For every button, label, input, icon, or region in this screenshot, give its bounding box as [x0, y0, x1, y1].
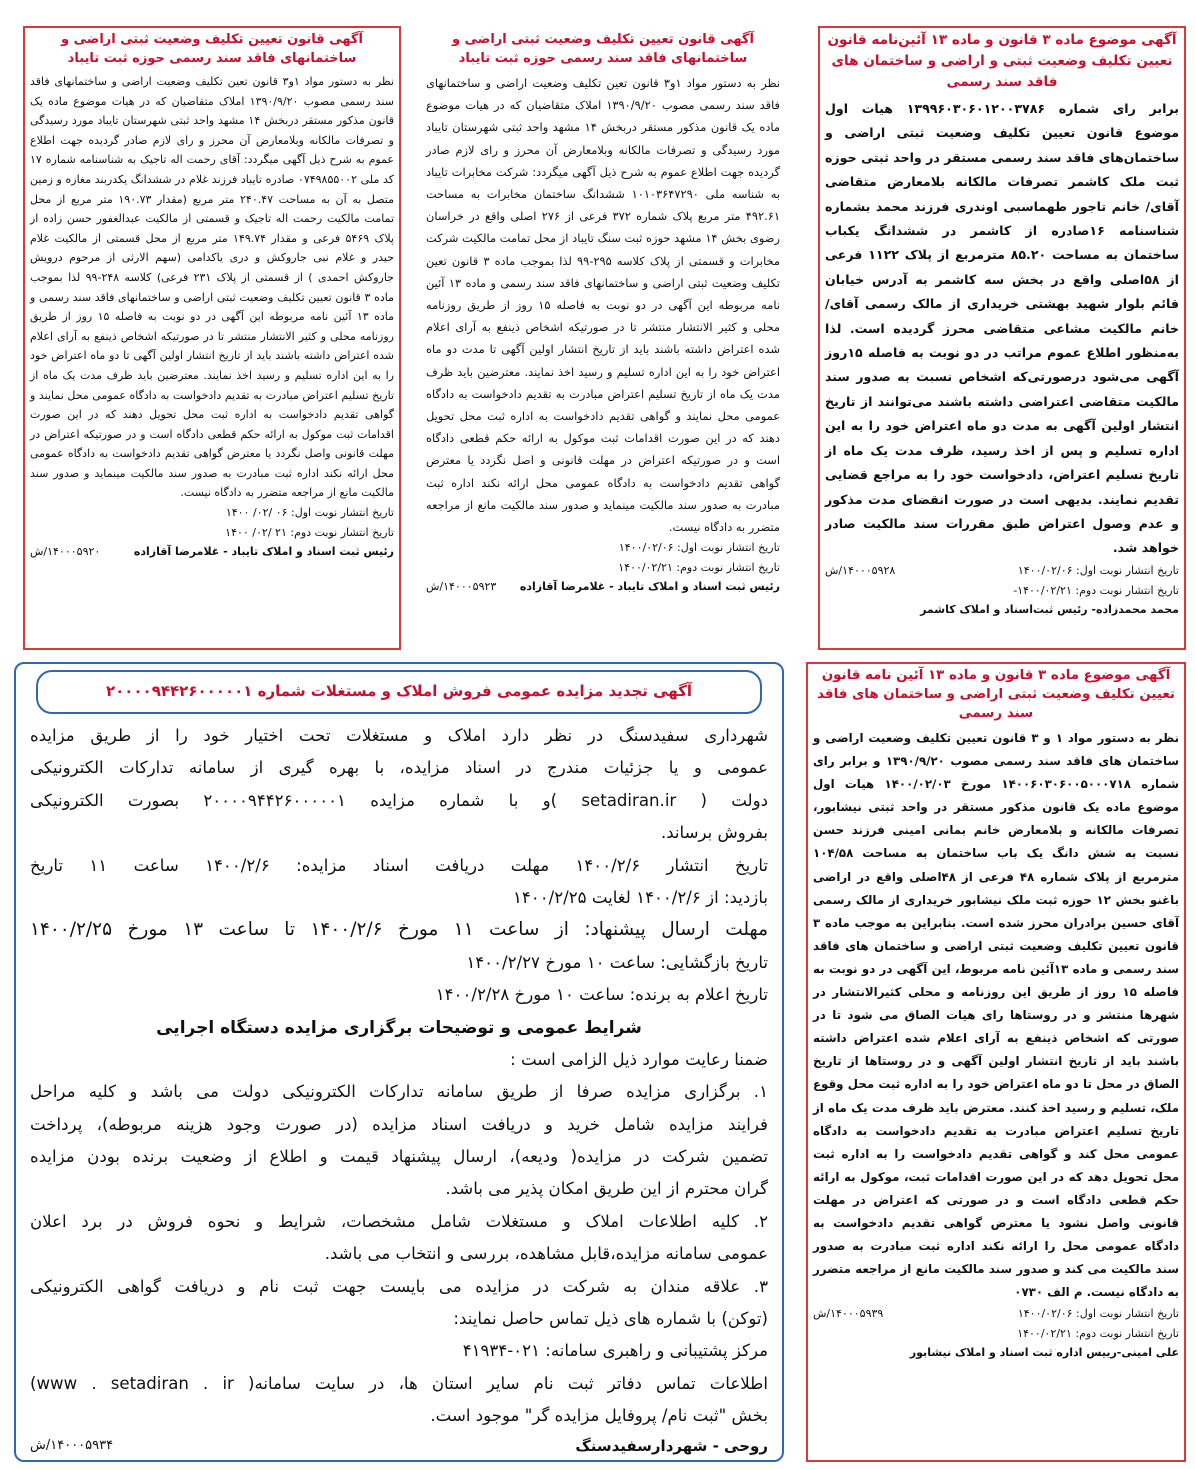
- auction-line: عمومی و یا جزئیات مندرج در اسناد مزایده، با بهره گیری از سامانه تدارکات الکترونیکی: [30, 758, 768, 778]
- notice-taybad-tajik-pub2: تاریخ انتشار نوبت دوم: ۲۱ /۰۲/ ۱۴۰۰: [225, 526, 394, 540]
- notice-neyshabur-pub1-row: [808, 1304, 1184, 1324]
- notice-taybad-tajik-sig-row: [25, 543, 399, 561]
- notice-taybad-tajik-signature: رئیس ثبت اسناد و املاک تایباد - غلامرضا آقازاده: [133, 545, 394, 559]
- auction-notice: [14, 662, 784, 1462]
- notice-neyshabur: [806, 662, 1186, 1462]
- auction-body: [16, 720, 782, 1433]
- notice-taybad-telecom-body: نظر به دستور مواد ۱و۳ قانون تعین تکلیف وضعیت اراضی و ساختمانهای فاقد سند رسمی مصوب ۱۳۹۰/۹/۲۰ املاک متقاضیان که در هیات موضوع ماده یک قانون مذکور مستقر دربخش ۱۴ مشهد واحد ثبتی شهرستان تایباد مورد رسیدگی و تصرفات مالکانه وبلامعارض آن محرز و رای لازم صادر گردیده جهت اطلاع عموم به شرح ذیل آگهی میگردد: شرکت مخابرات تایباد به شناسه ملی ۱۰۱۰۳۶۴۷۲۹۰ ششدانگ ساختمان مخابرات به مساحت ۴۹۲.۶۱ متر مربع پلاک شماره ۳۷۲ فرعی از ۲۷۶ اصلی واقع در خراسان رضوی بخش ۱۴ مشهد حوزه ثبت سنگ تایباد از محل تمامت مالکیت شرکت مخابرات و قسمتی از پلاک کلاسه ۲۹۵-۹۹ لذا بموجب ماده ۳ قانون تعین تکلیف وضعیت ثبتی اراضی و ساختمانهای فاقد سند رسمی و ماده ۱۳ آئین نامه مربوطه این آگهی در دو نوبت به فاصله ۱۵ روز از طریق روزنامه محلی و کثیر الانتشار منتشر تا در صورتیکه اشخاص ذینفع به آرای اعلام شده اعتراض داشته باشند باید از تاریخ انتشار اولین آگهی تا مدت دو ماه اعتراض خود را به این اداره تسلیم و رسید اخذ نمایند. معترضین باید ظرف مدت یک ماه از تاریخ تسلیم اعتراض مبادرت به تقدیم دادخواست به دادگاه عمومی محل نمایند و گواهی تقدیم دادخواست به اداره ثبت محل تحویل دهند که در این صورت اقدامات ثبت موکول به ارائه حکم قطعی دادگاه است و در صورتیکه اعتراض در مهلت قانونی و اصل نگردد یا معترض گواهی تقدیم دادخواست به دادگاه عمومی محل ارائه نکند اداره ثبت مبادرت به صدور سند مالکیت مینماید و صدور سند مالکیت مانع از مراجعه متضرر به دادگاه نیست.: [426, 76, 781, 535]
- auction-line: بازدید: از ۱۴۰۰/۲/۶ لغایت ۱۴۰۰/۲/۲۵: [512, 887, 768, 907]
- notice-neyshabur-signature: علی امینی-رییس اداره ثبت اسناد و املاک نیشابور: [909, 1346, 1179, 1360]
- notice-taybad-tajik-pub1: تاریخ انتشار نوبت اول: ۰۶ /۰۲/ ۱۴۰۰: [225, 506, 394, 520]
- auction-title: آگهی تجدید مزایده عمومی فروش املاک و مستغلات شماره ۲۰۰۰۰۹۴۴۲۶۰۰۰۰۰۱: [36, 670, 762, 714]
- auction-line: تاریخ بازگشایی: ساعت ۱۰ مورخ ۱۴۰۰/۲/۲۷: [466, 952, 768, 972]
- notice-taybad-tajik-code: ۱۴۰۰۰۵۹۲۰/ش: [30, 545, 101, 559]
- notice-neyshabur-pub2: تاریخ انتشار نوبت دوم: ۱۴۰۰/۰۲/۲۱: [1017, 1327, 1179, 1341]
- auction-line: تاریخ اعلام به برنده: ساعت ۱۰ مورخ ۱۴۰۰/۲/۲۸: [435, 985, 768, 1005]
- notice-kashmar-body: برابر رای شماره ۱۳۹۹۶۰۳۰۶۰۱۲۰۰۳۷۸۶ هیات اول موضوع قانون تعیین تکلیف وضعیت ثبتی اراضی و ساختمان‌های فاقد سند رسمی مستقر در واحد ثبتی حوزه ثبت ملک کاشمر تصرفات مالکانه بلامعارض متقاضی آقای/ خانم تاجور طهماسبی اوندری فرزند محمد بشماره شناسنامه ۱۶صادره از کاشمر در ششدانگ یکباب ساختمان به مساحت ۸۵.۲۰ مترمربع از پلاک ۱۱۲۲ فرعی از ۵۸اصلی واقع در بخش سه کاشمر به آدرس خیابان قائم بلوار شهید بهشتی خریداری از مالک رسمی آقای/خانم مالکیت مشاعی متقاضی محرز گردیده است. لذا به‌منظور اطلاع عموم مراتب در دو نوبت به فاصله ۱۵روز آگهی می‌شود درصورتی‌که اشخاص نسبت به صدور سند مالکیت متقاضی اعتراضی داشته باشند می‌توانند از تاریخ انتشار اولین آگهی به مدت دو ماه اعتراض خود را به این اداره تسلیم و پس از اخذ رسید، ظرف مدت یک ماه از تاریخ تسلیم اعتراض، دادخواست خود را به مراجع قضایی تقدیم نمایند. بدیهی است در صورت انقضای مدت مذکور و عدم وصول اعتراض طبق مقررات سند مالکیت صادر خواهد شد.: [825, 101, 1180, 556]
- notice-kashmar-pub1: تاریخ انتشار نوبت اول: ۱۴۰۰/۰۲/۰۶: [1017, 563, 1179, 577]
- auction-line: تاریخ انتشار ۱۴۰۰/۲/۶ مهلت دریافت اسناد مزایده: ۱۴۰۰/۲/۶ ساعت ۱۱ تاریخ: [30, 855, 768, 875]
- auction-line: اطلاعات تماس دفاتر ثبت نام سایر استان ها، در سایت سامانه( www . setadiran . ir): [30, 1373, 768, 1393]
- notice-taybad-tajik-body: نظر به دستور مواد ۱و۳ قانون تعین تکلیف وضعیت اراضی و ساختمانهای فاقد سند رسمی مصوب ۱۳۹۰/۹/۲۰ املاک متقاضیان که در هیات موضوع ماده یک قانون مذکور مستقر دربخش ۱۴ مشهد واحد ثبتی شهرستان تایباد مورد رسیدگی و تصرفات مالکانه وبلامعارض آن محرز و رای لازم صادر گردیده جهت اطلاع عموم به شرح ذیل آگهی میگردد: آقای رحمت اله تاجیک به شناسنامه شماره ۱۷ کد ملی ۰۷۴۹۸۵۵۰۰۲ صادره تایباد فرزند غلام در ششدانگ یکدربند مغازه و زمین متصل به آن به مساحت ۲۴۰.۴۷ متر مربع (مقدار ۱۹۰.۷۳ متر مربع از محل تمامت مالکیت رحمت اله تاجیک و قسمتی از مالکیت عبدالغفور حسن زاده از پلاک ۵۴۶۹ فرعی و مقدار ۱۴۹.۷۴ متر مربع از محل قسمتی از مالکیت غلام حیدر و غلام نبی جاروکش و دری یاکدامی (سهم الارثی از مرحوم درویش جاروکش احمدی ) از قسمتی از پلاک ۲۳۱ فرعی) کلاسه ۲۴۸-۹۹ لذا بموجب ماده ۳ قانون تعیین تکلیف وضعیت ثبتی اراضی و ساختمانهای فاقد سند رسمی و ماده ۱۳ آئین نامه مربوطه این آگهی در دو نوبت به فاصله ۱۵ روز از طریق روزنامه محلی و کثیر الانتشار منتشر تا در صورتیکه اشخاص ذینفع به آرای اعلام شده اعتراض داشته باشند باید از تاریخ انتشار اولین آگهی تا دو ماه اعتراض خود را به این اداره تسلیم و رسید اخذ نمایند. معترضین باید ظرف مدت یک ماه از تاریخ تسلیم اعتراض مبادرت به تقدیم دادخواست به دادگاه عمومی محل نمایند و گواهی تقدیم دادخواست به اداره ثبت محل تحویل دهند که در این صورت اقدامات ثبت موکول به ارائه حکم قطعی دادگاه است و در صورتیکه اعتراض در مهلت قانونی واصل نگردد یا معترض گواهی تقدیم دادخواست به دادگاه عمومی محل ارائه نکند اداره ثبت مبادرت به صدور سند مالکیت مینماید و صدور سند مالکیت مانع از مراجعه متضرر به دادگاه نیست.: [30, 75, 394, 500]
- notice-neyshabur-body: نظر به دستور مواد ۱ و ۳ قانون تعیین تکلیف وضعیت اراضی و ساختمان های فاقد سند رسمی مصوب ۱۳۹۰/۹/۲۰ و برابر رای شماره ۱۴۰۰۶۰۳۰۶۰۰۵۰۰۰۷۱۸ مورخ ۱۴۰۰/۰۲/۰۳ هیات اول موضوع ماده یک قانون مذکور مستقر در واحد ثبتی نیشابور، تصرفات مالکانه و بلامعارض خانم بمانی امینی فرزند حسن نسبت به شش دانگ یک باب ساختمان به مساحت ۱۰۴/۵۸ مترمربع از پلاک شماره ۴۸ فرعی از ۴۸اصلی واقع در اراضی باغنو بخش ۱۲ حوزه ثبت ملک نیشابور خریداری از مالک رسمی آقای حسین برادران محرز شده است. بنابراین به موجب ماده ۳ قانون تعیین تکلیف وضعیت ثبتی اراضی و ساختمان های فاقد سند رسمی و ماده ۱۳آئین نامه مربوط، این آگهی در دو نوبت به فاصله ۱۵ روز از طریق این روزنامه و محلی کثیرالانتشار در شهرها منتشر و در روستاها رای هیات الصاق می شود تا در صورتی که اشخاص ذینفع به آرای اعلام شده اعتراض داشته باشند باید از تاریخ انتشار اولین آگهی و در روستاها از تاریخ الصاق در محل تا دو ماه اعتراض خود را به اداره ثبت محل وقوع ملک، تسلیم و رسید اخذ کنند. معترض باید ظرف مدت یک ماه از تاریخ تسلیم اعتراض مبادرت به تقدیم دادخواست به دادگاه عمومی محل کند و گواهی تقدیم دادخواست را به اداره ثبت محل تحویل دهد که در این صورت اقدامات ثبت، موکول به ارائه حکم قطعی دادگاه است و در صورتی که اعتراض در مهلت قانونی واصل نشود یا معترض گواهی تقدیم دادخواست به دادگاه عمومی محل را ارائه نکند اداره ثبت مبادرت به صدور سند مالکیت می کند و صدور سند مالکیت مانع از مراجعه متضرر به دادگاه نیست. م الف ۰۷۳۰: [813, 731, 1180, 1300]
- notice-taybad-telecom-sig-row: [421, 578, 785, 596]
- notice-kashmar-code: ۱۴۰۰۰۵۹۲۸/ش: [825, 563, 896, 577]
- auction-line: ۳. علاقه مندان به شرکت در مزایده می بایست جهت ثبت نام و دریافت گواهی الکترونیکی: [30, 1276, 768, 1296]
- auction-line: ضمنا رعایت موارد ذیل الزامی است :: [510, 1049, 768, 1069]
- notice-taybad-telecom-signature: رئیس ثبت اسناد و املاک تایباد - غلامرضا آقازاده: [519, 580, 780, 594]
- notice-neyshabur-title: آگهی موضوع ماده ۳ قانون و ماده ۱۳ آئین نامه قانون تعیین تکلیف وضعیت ثبتی اراضی و ساختمان های فاقد سند رسمی: [817, 668, 1175, 721]
- auction-line: بخش "ثبت نام/ پروفایل مزایده گر" موجود است.: [430, 1406, 768, 1426]
- notice-neyshabur-pub1: تاریخ انتشار نوبت اول: ۱۴۰۰/۰۲/۰۶: [1017, 1307, 1179, 1321]
- notice-kashmar-signature: محمد محمدزاده- رئیس ثبت‌اسناد و املاک کاشمر: [920, 602, 1179, 616]
- notice-kashmar-pub2: تاریخ انتشار نوبت دوم: ۱۴۰۰/۰۲/۲۱-: [1013, 583, 1179, 597]
- auction-line: گران محترم از این طریق امکان پذیر می باشد.: [445, 1179, 768, 1199]
- auction-line: شهرداری سفیدسنگ در نظر دارد املاک و مستغلات تحت اختیار خود را از طریق مزایده: [30, 726, 768, 745]
- auction-line: ۱. برگزاری مزایده صرفا از طریق سامانه تدارکات الکترونیکی دولت می باشد و کلیه مراحل: [30, 1082, 768, 1102]
- auction-line: مرکز پشتیبانی و راهبری سامانه: ۰۲۱-۴۱۹۳۴: [462, 1341, 768, 1361]
- notice-neyshabur-code: ۱۴۰۰۰۵۹۳۹/ش: [813, 1307, 884, 1321]
- notice-taybad-telecom-code: ۱۴۰۰۰۵۹۲۳/ش: [426, 580, 497, 594]
- auction-line: دولت ( setadiran.ir )و با شماره مزایده ۲۰۰۰۰۹۴۴۲۶۰۰۰۰۰۱ بصورت الکترونیکی: [30, 790, 768, 810]
- notice-kashmar-pub1-row: [820, 561, 1184, 581]
- auction-signature: روحی - شهردارسفیدسنگ: [575, 1436, 768, 1455]
- notice-taybad-tajik-title: آگهی قانون تعیین تکلیف وضعیت ثبتی اراضی و ساختمانهای فاقد سند رسمی حوزه ثبت تایباد: [61, 32, 363, 66]
- notice-taybad-telecom-pub2: تاریخ انتشار نوبت دوم: ۱۴۰۰/۰۲/۲۱: [618, 561, 780, 575]
- auction-line: فرایند مزایده شامل خرید و دریافت اسناد مزایده (در صورت وجود هزینه مربوطه)، پرداخت: [30, 1114, 768, 1134]
- notice-taybad-telecom: [419, 26, 787, 650]
- auction-footer: [16, 1433, 782, 1459]
- notice-taybad-telecom-title: آگهی قانون تعیین تکلیف وضعیت ثبتی اراضی و ساختمانهای فاقد سند رسمی حوزه ثبت تایباد: [452, 32, 754, 66]
- auction-line: ۲. کلیه اطلاعات املاک و مستغلات شامل مشخصات، شرایط و نحوه فروش در برد اعلان: [30, 1211, 768, 1231]
- notice-kashmar: [818, 26, 1186, 650]
- auction-code: ۱۴۰۰۰۵۹۳۴/ش: [30, 1437, 114, 1453]
- notice-kashmar-title: آگهی موضوع ماده ۳ قانون و ماده ۱۳ آئین‌نامه قانون تعیین تکلیف وضعیت ثبتی و اراضی و ساختمان های فاقد سند رسمی: [827, 32, 1177, 90]
- auction-line: بفروش برساند.: [660, 823, 768, 843]
- auction-line: تضمین شرکت در مزایده( ودیعه)، ارسال پیشنهاد قیمت و اطلاع از وضعیت برنده بودن مزایده: [30, 1147, 768, 1167]
- auction-line: شرایط عمومی و توضیحات برگزاری مزایده دستگاه اجرایی: [156, 1017, 642, 1038]
- notice-taybad-tajik: [23, 26, 401, 650]
- auction-line: عمومی سامانه مزایده،قابل مشاهده، بررسی و انتخاب می باشد.: [324, 1244, 768, 1264]
- notice-taybad-telecom-pub1: تاریخ انتشار نوبت اول: ۱۴۰۰/۰۲/۰۶: [618, 541, 780, 555]
- auction-line: (توکن) با شماره های ذیل تماس حاصل نمایند:: [453, 1309, 768, 1329]
- auction-line: مهلت ارسال پیشنهاد: از ساعت ۱۱ مورخ ۱۴۰۰/۲/۶ تا ساعت ۱۳ مورخ ۱۴۰۰/۲/۲۵: [30, 919, 768, 941]
